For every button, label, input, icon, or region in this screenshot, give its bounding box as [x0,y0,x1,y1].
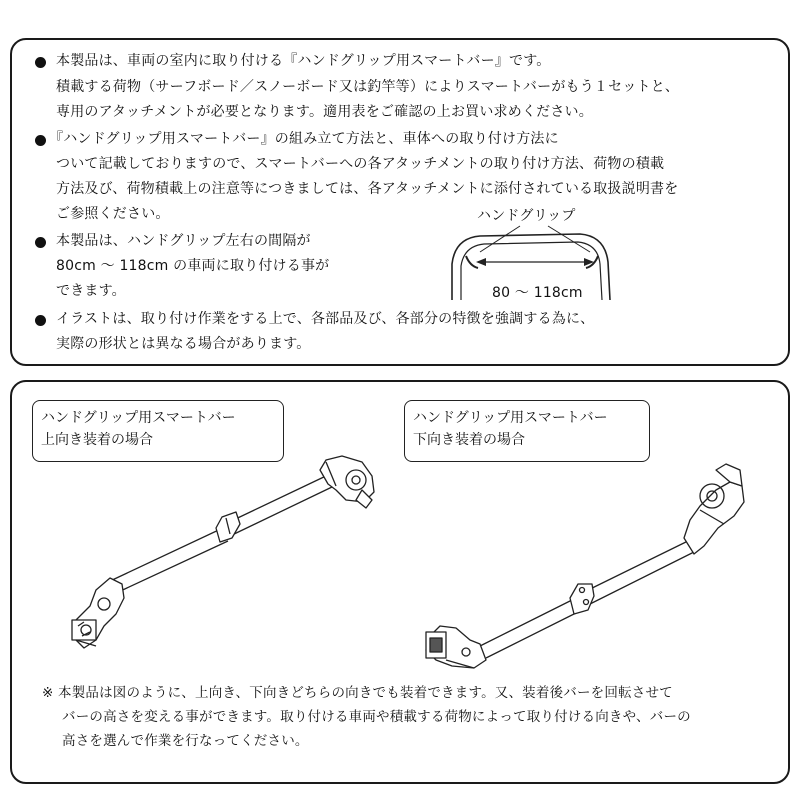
downward-mount-label-box [404,400,650,462]
bullet2-line1: 『ハンドグリップ用スマートバー』の組み立て方法と、車体への取り付け方法に [49,131,559,147]
bullet-dot [35,57,46,68]
bullet-dot [35,135,46,146]
bullet2-line3: 方法及び、荷物積載上の注意等につきましては、各アタッチメントに添付されている取扱説明書を [56,181,679,197]
bullet2-line2: ついて記載しておりますので、スマートバーへの各アタッチメントの取り付け方法、荷物の積載 [56,156,665,172]
bullet-dot [35,315,46,326]
upward-mount-label-box [32,400,284,462]
bullet1-line2: 積載する荷物（サーフボード／スノーボード又は釣竿等）によりスマートバーがもう１セットと、 [56,79,680,95]
grip-range-label: 80 ～ 118cm [492,285,583,301]
grip-diagram-label: ハンドグリップ [477,208,576,224]
footnote-line1: ※ 本製品は図のように、上向き、下向きどちらの向きでも装着できます。又、装着後バーを回転させて [42,685,673,701]
bullet3-line1: 本製品は、ハンドグリップ左右の間隔が [56,233,311,249]
bullet4-line1: イラストは、取り付け作業をする上で、各部品及び、各部分の特徴を強調する為に、 [56,311,595,327]
bullet4-line2: 実際の形状とは異なる場合があります。 [56,336,311,352]
bullet1-line1: 本製品は、車両の室内に取り付ける『ハンドグリップ用スマートバー』です。 [56,53,551,69]
bullet3-line3: できます。 [56,283,126,299]
upward-mount-subtitle: 上向き装着の場合 [41,432,153,448]
footnote-line3: 高さを選んで作業を行なってください。 [62,733,309,749]
footnote-line2: バーの高さを変える事ができます。取り付ける車両や積載する荷物によって取り付ける向きや、バーの [62,709,691,725]
bullet1-line3: 専用のアタッチメントが必要となります。適用表をご確認の上お買い求めください。 [56,104,593,120]
bullet3-line2: 80cm ～ 118cm の車両に取り付ける事が [56,258,330,274]
upward-mount-title: ハンドグリップ用スマートバー [41,410,236,426]
bullet2-line4: ご参照ください。 [56,206,170,222]
downward-mount-subtitle: 下向き装着の場合 [413,432,525,448]
downward-mount-title: ハンドグリップ用スマートバー [413,410,608,426]
bullet-dot [35,237,46,248]
